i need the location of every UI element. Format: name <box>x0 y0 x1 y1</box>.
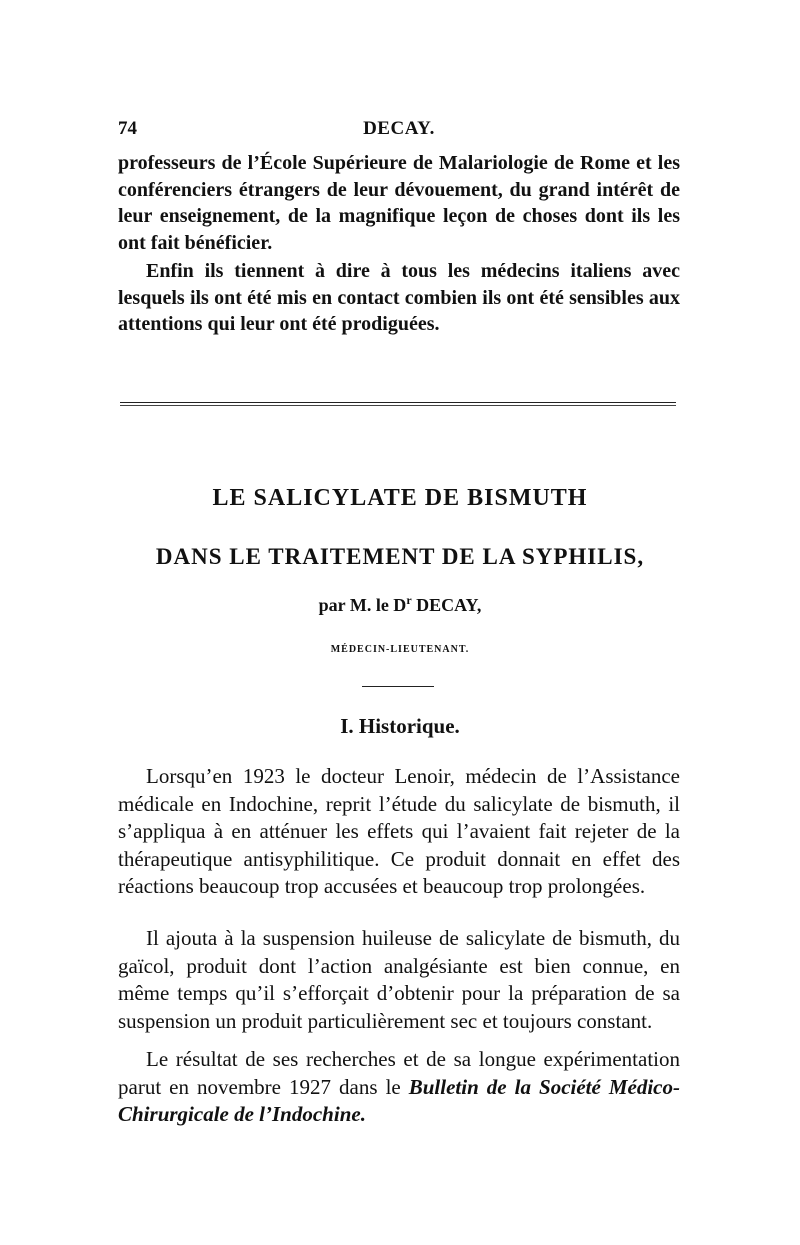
body-paragraph-1: Lorsqu’en 1923 le docteur Lenoir, médecin de l’Assistance médicale en Indochine, reprit l’étude du salicylate de bismuth, il s’appliqua à en atténuer les effets qui l’avaient fait rejeter de la thérapeutique antisyphilitique. Ce produit donnait en effet des réactions beaucoup trop accusées et beaucoup trop prolongées. <box>118 764 680 898</box>
journal-citation: Bulletin de la Société Médico-Chirurgicale de l’Indochine. <box>118 1074 680 1126</box>
body-paragraph-3-text: Le résultat de ses recherches et de sa longue expérimentation parut en novembre 1927 dans le <box>118 1047 680 1099</box>
body-paragraph-2: Il ajouta à la suspension huileuse de salicylate de bismuth, du gaïcol, produit dont l’action analgésiante est bien connue, en même temps qu’il s’efforçait d’obtenir pour la préparation de sa suspension un produit particulièrement sec et toujours constant. <box>118 926 680 1033</box>
running-title: DECAY. <box>363 118 435 139</box>
short-rule <box>362 686 434 687</box>
previous-article-paragraph-1: professeurs de l’École Supérieure de Malariologie de Rome et les conférenciers étrangers de leur dévouement, du grand intérêt de leur enseignement, de la magnifique leçon de choses dont ils les ont fait bénéficier. <box>118 152 680 254</box>
previous-article-paragraph-2: Enfin ils tiennent à dire à tous les médecins italiens avec lesquels ils ont été mis en contact combien ils ont été sensibles aux attentions qui leur ont été prodiguées. <box>118 260 680 335</box>
body-paragraph-3 <box>118 1046 680 1129</box>
article-title-line-2: DANS LE TRAITEMENT DE LA SYPHILIS, <box>155 544 645 569</box>
running-head <box>118 118 680 142</box>
author-rank: MÉDECIN-LIEUTENANT. <box>330 644 470 655</box>
article-title-line-1: LE SALICYLATE DE BISMUTH <box>212 485 588 511</box>
byline-author: DECAY, <box>411 595 482 615</box>
page-number: 74 <box>118 118 137 139</box>
article-separator-rule <box>120 402 676 406</box>
section-title: I. Historique. <box>340 714 460 738</box>
byline-superscript: r <box>406 593 412 607</box>
byline-prefix: par M. le D <box>318 595 407 615</box>
article-byline <box>0 593 800 616</box>
